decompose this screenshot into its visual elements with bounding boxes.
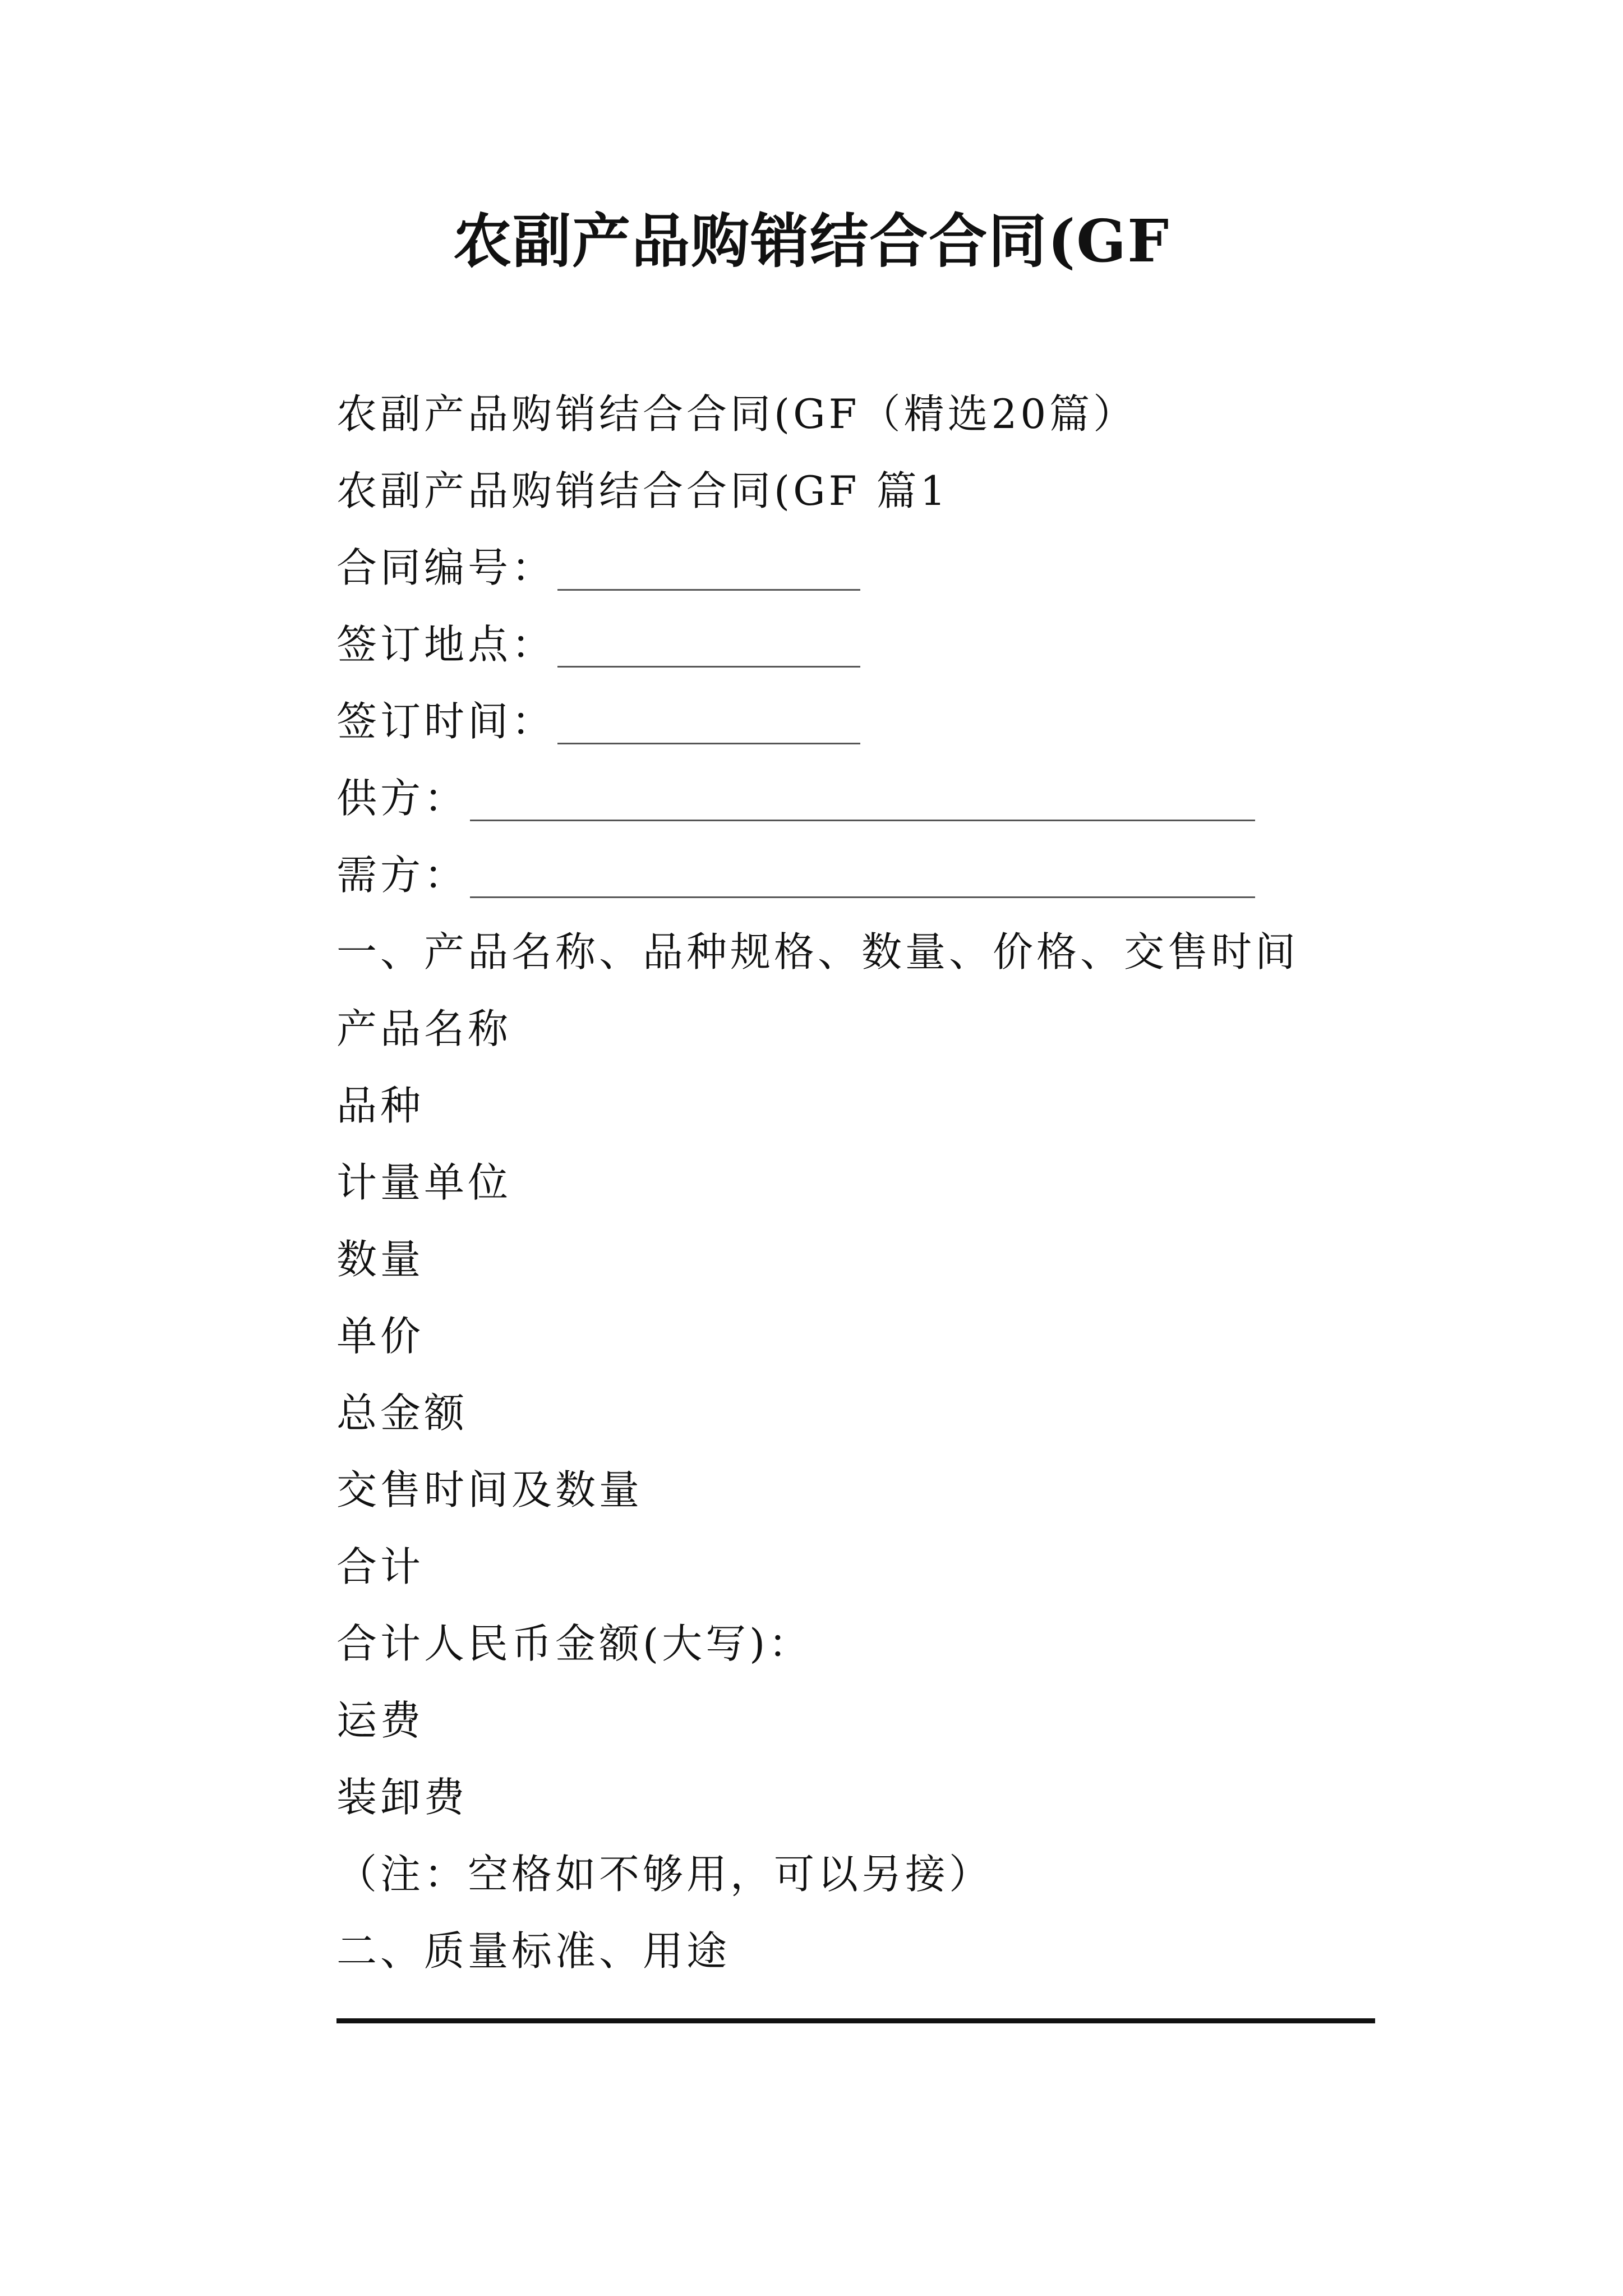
item-handling-fee [336, 1759, 1458, 1836]
note-text: （注：空格如不够用，可以另接） [336, 1851, 993, 1898]
fill-in-rule [336, 2018, 1375, 2023]
buyer-label: 需方： [336, 852, 468, 899]
section-heading: 农副产品购销结合合同(GF 篇1 [336, 467, 949, 514]
clause-1-heading: 一、产品名称、品种规格、数量、价格、交售时间 [336, 928, 1299, 976]
total-amount-label: 总金额 [336, 1389, 468, 1437]
sign-time-blank [557, 715, 860, 744]
document-body [336, 376, 1458, 1990]
total-label: 合计 [336, 1543, 425, 1590]
item-variety [336, 1068, 1458, 1144]
handling-fee-label: 装卸费 [336, 1774, 468, 1821]
clause-1-line [336, 914, 1458, 991]
sign-time-label: 签订时间： [336, 698, 556, 745]
sign-place-row [336, 606, 1458, 683]
supplier-label: 供方： [336, 775, 468, 822]
product-name-label: 产品名称 [336, 1005, 512, 1052]
variety-label: 品种 [336, 1082, 425, 1129]
item-freight [336, 1682, 1458, 1759]
supplier-blank [470, 792, 1255, 821]
delivery-time-qty-label: 交售时间及数量 [336, 1466, 643, 1513]
contract-no-label: 合同编号： [336, 544, 556, 591]
item-quantity [336, 1221, 1458, 1298]
item-unit [336, 1144, 1458, 1221]
item-note [336, 1836, 1458, 1913]
buyer-row [336, 837, 1458, 914]
quantity-label: 数量 [336, 1236, 425, 1283]
unit-label: 计量单位 [336, 1159, 512, 1206]
document-title: 农副产品购销结合合同(GF [453, 206, 1170, 275]
item-unit-price [336, 1298, 1458, 1375]
freight-label: 运费 [336, 1697, 425, 1744]
buyer-blank [470, 868, 1255, 898]
item-product-name [336, 991, 1458, 1068]
contract-no-row [336, 530, 1458, 606]
item-total-rmb [336, 1605, 1458, 1682]
subtitle: 农副产品购销结合合同(GF（精选20篇） [336, 390, 1137, 438]
subtitle-line [336, 376, 1458, 453]
section-heading-line [336, 453, 1458, 530]
supplier-row [336, 760, 1458, 837]
unit-price-label: 单价 [336, 1313, 425, 1360]
item-total-amount [336, 1375, 1458, 1452]
total-rmb-label: 合计人民币金额(大写)： [336, 1620, 813, 1667]
sign-place-blank [557, 638, 860, 668]
contract-no-blank [557, 561, 860, 591]
clause-2-line [336, 1913, 1458, 1990]
sign-time-row [336, 683, 1458, 760]
item-delivery-time-qty [336, 1452, 1458, 1529]
clause-2-heading: 二、质量标准、用途 [336, 1927, 731, 1975]
item-total [336, 1529, 1458, 1605]
sign-place-label: 签订地点： [336, 621, 556, 668]
